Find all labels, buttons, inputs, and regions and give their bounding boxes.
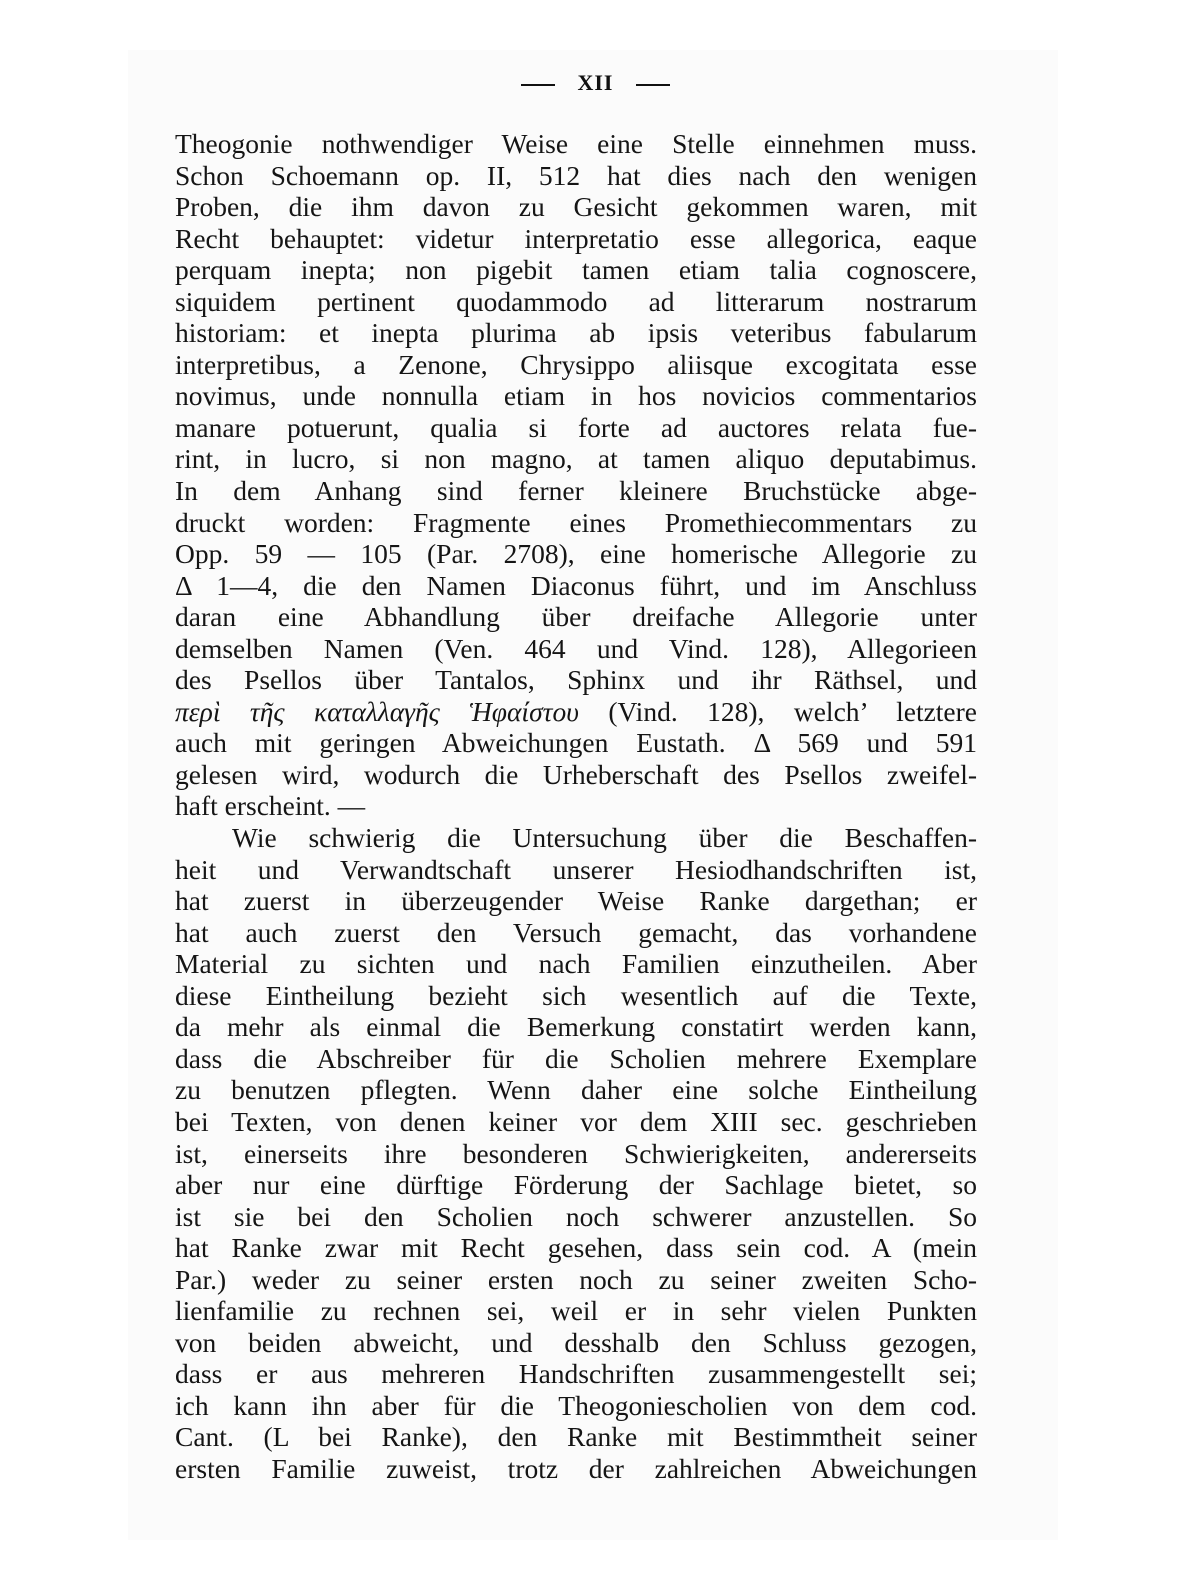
text-line-with-greek <box>175 696 977 728</box>
text-line: demselben Namen (Ven. 464 und Vind. 128), Allegorieen <box>175 632 977 664</box>
text-line: Schon Schoemann op. II, 512 hat dies nach den wenigen <box>175 159 977 191</box>
text-line: hat zuerst in überzeugender Weise Ranke dargethan; er <box>175 885 977 917</box>
text-line: Δ 1—4, die den Namen Diaconus führt, und im Anschluss <box>175 569 977 601</box>
text-line: aber nur eine dürftige Förderung der Sachlage bietet, so <box>175 1169 977 1201</box>
text-line: des Psellos über Tantalos, Sphinx und ihr Räthsel, und <box>175 664 977 696</box>
text-line: gelesen wird, wodurch die Urheberschaft des Psellos zweifel- <box>175 758 977 790</box>
text-line: druckt worden: Fragmente eines Promethiecommentars zu <box>175 506 977 538</box>
text-line: diese Eintheilung bezieht sich wesentlich auf die Texte, <box>175 979 977 1011</box>
text-line: Material zu sichten und nach Familien einzutheilen. Aber <box>175 948 977 980</box>
text-line: ersten Familie zuweist, trotz der zahlreichen Abweichungen <box>175 1452 977 1484</box>
text-line: historiam: et inepta plurima ab ipsis veteribus fabularum <box>175 317 977 349</box>
text-line: heit und Verwandtschaft unserer Hesiodhandschriften ist, <box>175 853 977 885</box>
text-line: daran eine Abhandlung über dreifache Allegorie unter <box>175 601 977 633</box>
text-line: haft erscheint. — <box>175 790 366 822</box>
text-line: perquam inepta; non pigebit tamen etiam talia cognoscere, <box>175 254 977 286</box>
text-line: ich kann ihn aber für die Theogoniescholien von dem cod. <box>175 1389 977 1421</box>
greek-phrase: περὶ τῆς καταλλαγῆς Ἡφαίστου <box>175 695 579 727</box>
text-line: Theogonie nothwendiger Weise eine Stelle einnehmen muss. <box>175 128 977 159</box>
text-line: novimus, unde nonnulla etiam in hos novicios commentarios <box>175 380 977 412</box>
text-line: rint, in lucro, si non magno, at tamen aliquo deputabimus. <box>175 443 977 475</box>
paragraph-start-line: Wie schwierig die Untersuchung über die Beschaffen- <box>232 822 977 854</box>
text-line: dass er aus mehreren Handschriften zusammengestellt sei; <box>175 1358 977 1390</box>
page-header <box>0 70 1191 96</box>
text-line: siquidem pertinent quodammodo ad litterarum nostrarum <box>175 285 977 317</box>
text-line: manare potuerunt, qualia si forte ad auctores relata fue- <box>175 411 977 443</box>
text-line: ist sie bei den Scholien noch schwerer anzustellen. So <box>175 1200 977 1232</box>
text-line: da mehr als einmal die Bemerkung constatirt werden kann, <box>175 1011 977 1043</box>
text-line: lienfamilie zu rechnen sei, weil er in sehr vielen Punkten <box>175 1295 977 1327</box>
text-line: bei Texten, von denen keiner vor dem XIII sec. geschrieben <box>175 1105 977 1137</box>
text-line: Proben, die ihm davon zu Gesicht gekommen waren, mit <box>175 191 977 223</box>
text-line: In dem Anhang sind ferner kleinere Bruchstücke abge- <box>175 475 977 507</box>
text-line: interpretibus, a Zenone, Chrysippo aliisque excogitata esse <box>175 348 977 380</box>
text-line: zu benutzen pflegten. Wenn daher eine solche Eintheilung <box>175 1074 977 1106</box>
text-line: ist, einerseits ihre besonderen Schwierigkeiten, andererseits <box>175 1137 977 1169</box>
text-line: von beiden abweicht, und desshalb den Schluss gezogen, <box>175 1326 977 1358</box>
text-line: dass die Abschreiber für die Scholien mehrere Exemplare <box>175 1042 977 1074</box>
page-number: XII <box>577 70 614 95</box>
body-text <box>175 128 977 1485</box>
text-line: Recht behauptet: videtur interpretatio esse allegorica, eaque <box>175 222 977 254</box>
text-line: auch mit geringen Abweichungen Eustath. Δ 569 und 591 <box>175 727 977 759</box>
header-dash-right <box>636 84 670 86</box>
text-line: Cant. (L bei Ranke), den Ranke mit Bestimmtheit seiner <box>175 1421 977 1453</box>
text-line: hat Ranke zwar mit Recht gesehen, dass sein cod. A (mein <box>175 1232 977 1264</box>
text-line: Opp. 59 — 105 (Par. 2708), eine homerische Allegorie zu <box>175 538 977 570</box>
text-line-remainder: (Vind. 128), welch’ letztere <box>608 695 977 727</box>
text-line: Par.) weder zu seiner ersten noch zu seiner zweiten Scho- <box>175 1263 977 1295</box>
text-line: hat auch zuerst den Versuch gemacht, das vorhandene <box>175 916 977 948</box>
header-dash-left <box>521 84 555 86</box>
